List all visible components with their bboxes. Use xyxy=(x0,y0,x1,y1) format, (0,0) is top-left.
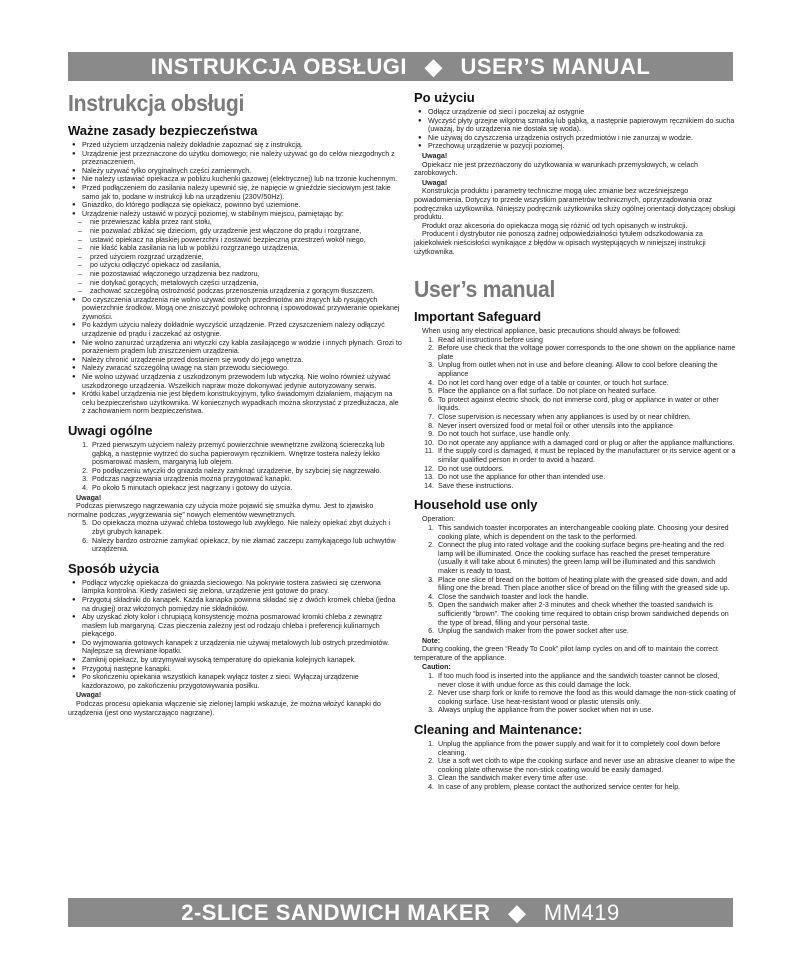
polish-column xyxy=(68,90,404,717)
list-item: 4. Close the sandwich toaster and lock the handle. xyxy=(436,593,736,602)
list-item: ● Krótki kabel urządzenia nie jest błędem konstrukcyjnym, tylko świadomym działaniem, mającym na celu bezpieczeństwo użytkownika. W koniecznych wypadkach można skorzystać z przedłużacza, ale z zachowaniem norm bezpieczeństwa. xyxy=(68,390,404,416)
list-item: ● Po każdym użyciu należy dokładnie wyczyścić urządzenie. Przed czyszczeniem należy odłączyć urządzenie od prądu i zaczekać aż ostygnie. xyxy=(68,321,404,338)
list-item: ● Przed użyciem urządzenia należy dokładnie zapoznać się z instrukcją. xyxy=(68,141,404,150)
list-item: ● Odłącz urządzenie od sieci i poczekaj aż ostygnie xyxy=(414,108,736,117)
list-item: ● Należy używać tylko oryginalnych części zamiennych. xyxy=(68,167,404,176)
pl-placement-list xyxy=(68,218,404,295)
list-item: 10. Do not operate any appliance with a damaged cord or plug or after the appliance malfunctions. xyxy=(436,439,736,448)
en-operation-label: Operation: xyxy=(422,515,456,524)
list-item: ● Przechowuj urządzenie w pozycji poziomej. xyxy=(414,142,736,151)
pl-after-note2: Konstrukcja produktu i parametry techniczne mogą ulec zmianie bez wcześniejszego powiadomienia. Dotyczy to przede wszystkim parametrów technicznych, oprzyrządowania oraz podręcznika użytkownika. Niniejszy podręcznik użytkownika służy ogólnej orientacji dotyczącej obsługi produktu. xyxy=(414,187,736,222)
list-item: 2. Use a soft wet cloth to wipe the cooking surface and never use an abrasive cleaner to wipe the cooking plate otherwise the non-stick coating would be easily damaged. xyxy=(436,757,736,774)
pl-safety-heading: Ważne zasady bezpieczeństwa xyxy=(68,123,258,138)
pl-general-list-2 xyxy=(68,519,404,553)
list-item: – ustawić opiekacz na płaskiej powierzchni i zostawić bezpieczną przestrzeń wokół niego, xyxy=(68,236,404,245)
list-item: 12. Do not use outdoors. xyxy=(436,465,736,474)
list-item: 6. Należy bardzo ostrożnie zamykać opiekacz, by nie złamać zaczepu zamykającego lub uchwytów urządzenia. xyxy=(90,537,404,554)
list-item: – nie dotykać gorących, metalowych części urządzenia, xyxy=(68,279,404,288)
en-note: During cooking, the green “Ready To Cook” pilot lamp cycles on and off to maintain the correct temperature of the appliance. xyxy=(414,645,718,662)
list-item: – przed użyciem rozgrzać urządzenie, xyxy=(68,253,404,262)
diamond-icon: ◆ xyxy=(508,899,526,925)
en-caution-list xyxy=(414,672,736,715)
list-item: 13. Do not use the appliance for other than intended use. xyxy=(436,473,736,482)
list-item: – nie pozostawiać włączonego urządzenia bez nadzoru, xyxy=(68,270,404,279)
list-item: 1. Read all instructions before using xyxy=(436,336,736,345)
list-item: 3. Place one slice of bread on the bottom of heating plate with the greased side down, and add filling one the bread. Then place another slice of bread on the filling with the greased side up. xyxy=(436,576,736,593)
product-name: 2-SLICE SANDWICH MAKER xyxy=(181,899,491,925)
list-item: ● Podłącz wtyczkę opiekacza do gniazda sieciowego. Na pokrywie tostera zaświeci się czerwona lampka kontrolna. Kiedy zaświeci się zielona, urządzenie jest gotowe do pracy. xyxy=(68,579,404,596)
list-item: 9. Do not touch hot surface, use handle only. xyxy=(436,430,736,439)
en-safeguard-list xyxy=(414,336,736,491)
list-item: ● Nie wolno zanurzać urządzenia ani wtyczki czy kabla zasilającego w wodzie i innych płynach. Grozi to porażeniem prądem lub zniszczeniem urządzenia. xyxy=(68,339,404,356)
list-item: ● Należy chronić urządzenie przed dostaniem się wody do jego wnętrza. xyxy=(68,356,404,365)
pl-after-note3: Produkt oraz akcesoria do opiekacza mogą się różnić od tych opisanych w instrukcji. xyxy=(422,221,688,230)
list-item: 5. Do opiekacza można używać chleba tostowego lub zwykłego. Nie należy opiekać zbyt dużych i zbyt grubych kanapek. xyxy=(90,519,404,536)
list-item: ● Do wyjmowania gotowych kanapek z urządzenia nie używaj metalowych lub ostrych przedmiotów. Najlepsze są drewniane łopatki. xyxy=(68,639,404,656)
list-item: 2. Connect the plug into rated voltage and the cooking surface begins pre-heating and the red lamp will be illuminated. Once the cooking surface has reached the preset temperature (usually it will take about 6 minutes) the green lamp will be illuminated and this sandwich maker is ready to toast. xyxy=(436,541,736,575)
list-item: 4. In case of any problem, please contact the authorized service center for help. xyxy=(436,783,736,792)
en-safeguard-heading: Important Safeguard xyxy=(414,309,542,325)
en-household-heading: Household use only xyxy=(414,497,538,513)
en-caution-label: Caution: xyxy=(422,663,451,672)
list-item: ● Przygotuj następne kanapki. xyxy=(68,665,404,674)
list-item: ● Urządzenie jest przeznaczone do użytku domowego; nie należy używać go do celów niezgodnych z przeznaczeniem. xyxy=(68,150,404,167)
pl-safety-list-2 xyxy=(68,296,404,416)
list-item: ● Nie używaj do czyszczenia urządzenia ostrych przedmiotów i nie zanurzaj w wodzie. xyxy=(414,134,736,143)
list-item: ● Gniazdko, do którego podłącza się opiekacz, powinno być uziemione. xyxy=(68,201,404,210)
list-item: 6. To protect against electric shock, do not immerse cord, plug or appliance in water or other liquids. xyxy=(436,396,736,413)
list-item: 5. Open the sandwich maker after 2-3 minutes and check whether the toasted sandwich is sufficiently “brown”. The cooking time required to obtain crisp brown sandwiched depends on the type of bread, filling and your personal taste. xyxy=(436,601,736,627)
list-item: 3. Podczas nagrzewania urządzenia można przygotować kanapki. xyxy=(90,475,404,484)
list-item: 1. This sandwich toaster incorporates an interchangeable cooking plate. Choosing your desired cooking plate, which is dependent on the task to the performed. xyxy=(436,524,736,541)
list-item: ● Do czyszczenia urządzenia nie wolno używać ostrych przedmiotów ani żrących lub rysujących powierzchnie środków. Mogą one zniszczyć powłokę ochronną i spowodować przywieranie opiekanej żywności. xyxy=(68,296,404,322)
list-item: 8. Never insert oversized food or metal foil or other utensils into the appliance xyxy=(436,422,736,431)
pl-after-note4: Producent i dystrybutor nie ponoszą żadnej odpowiedzialności tytułem odszkodowania za jakiekolwiek nieścisłości wynikające z błędów w opisach występujących w niniejszej instrukcji użytkownika. xyxy=(414,230,706,256)
header-banner xyxy=(68,52,733,81)
list-item: 3. Unplug from outlet when not in use and before cleaning. Allow to cool before cleaning the appliance xyxy=(436,361,736,378)
list-item: ● Przygotuj składniki do kanapek. Każda kanapka powinna składać się z dwóch kromek chleba (jedna na drugiej) oraz włożonych pomiędzy nie składników. xyxy=(68,596,404,613)
list-item: 2. Before use check that the voltage power corresponds to the one shown on the appliance name plate xyxy=(436,344,736,361)
footer-banner xyxy=(68,898,733,927)
list-item: 3. Always unplug the appliance from the power socket when not in use. xyxy=(436,706,736,715)
list-item: 5. Place the appliance on a flat surface. Do not place on heated surface. xyxy=(436,387,736,396)
en-operation-list xyxy=(414,524,736,636)
list-item: ● Przed podłączeniem do zasilania należy upewnić się, że napięcie w gnieździe sieciowym jest takie samo jak to, podane w instrukcji lub na urządzeniu (230V/50Hz). xyxy=(68,184,404,201)
list-item: – nie pozwalać zbliżać się dzieciom, gdy urządzenie jest włączone do prądu i rozgrzane, xyxy=(68,227,404,236)
list-item: 2. Po podłączeniu wtyczki do gniazda należy zamknąć urządzenie, by szybciej się nagrzewało. xyxy=(90,467,404,476)
list-item: 7. Close supervision is necessary when any appliances is used by or near children. xyxy=(436,413,736,422)
pl-after-heading: Po użyciu xyxy=(414,90,475,105)
pl-after-note2-label: Uwaga! xyxy=(422,178,448,187)
list-item: ● Nie należy ustawiać opiekacza w pobliżu kuchenki gazowej (elektrycznej) lub na trzonie kuchennym. xyxy=(68,175,404,184)
list-item: ● Zamknij opiekacz, by utrzymywał wysoką temperaturę do opiekania kolejnych kanapek. xyxy=(68,656,404,665)
banner-title-pl: INSTRUKCJA OBSŁUGI xyxy=(150,53,408,79)
en-note-label: Note: xyxy=(422,636,441,645)
pl-title: Instrukcja obsługi xyxy=(68,90,245,116)
pl-general-list xyxy=(68,441,404,493)
list-item: 4. Do not let cord hang over edge of a table or counter, or touch hot surface. xyxy=(436,379,736,388)
pl-safety-list xyxy=(68,141,404,218)
pl-general-heading: Uwagi ogólne xyxy=(68,423,153,438)
pl-after-list xyxy=(414,108,736,151)
en-title: User’s manual xyxy=(414,276,556,303)
list-item: – po użyciu odłączyć opiekacz od zasilania, xyxy=(68,261,404,270)
list-item: ● Nie wolno używać urządzenia z uszkodzonym przewodem lub wtyczką. Nie wolno również używać uszkodzonego urządzenia. Wszelkich napraw może dokonywać jedynie autoryzowany serwis. xyxy=(68,373,404,390)
list-item: 2. Never use sharp fork or knife to remove the food as this would damage the non-stick coating of cooking surface. Use heat-resistant wood or plastic utensils only. xyxy=(436,689,736,706)
pl-usage-note-label: Uwaga! xyxy=(76,691,102,700)
banner-title-en: USER’S MANUAL xyxy=(460,53,651,79)
list-item: – nie kłaść kabla zasilania na lub w pobliżu rozgrzanego urządzenia, xyxy=(68,244,404,253)
pl-general-note-label: Uwaga! xyxy=(76,493,102,502)
en-safeguard-intro: When using any electrical appliance, basic precautions should always be followed: xyxy=(422,327,681,336)
list-item: 1. Przed pierwszym użyciem należy przemyć powierzchnie wewnętrzne zwilżoną ściereczką lub gąbką, a następnie wytrzeć do sucha papierowym ręcznikiem. Wnętrze tostera należy lekko posmarować masłem, margaryną lub olejem. xyxy=(90,441,404,467)
list-item: 3. Clean the sandwich maker every time after use. xyxy=(436,774,736,783)
pl-usage-note: Podczas procesu opiekania włączenie się zielonej lampki wskazuje, że można włożyć kanapki do urządzenia (jest ono wystarczająco nagrzane). xyxy=(68,700,381,717)
en-cleaning-list xyxy=(414,740,736,792)
list-item: 1. Unplug the appliance from the power supply and wait for it to completely cool down before cleaning. xyxy=(436,740,736,757)
model-number: MM419 xyxy=(543,899,620,925)
list-item: 14. Save these instructions. xyxy=(436,482,736,491)
list-item: 11. If the supply cord is damaged, it must be replaced by the manufacturer or its service agent or a similar qualified person in order to avoid a hazard. xyxy=(436,447,736,464)
list-item: ● Wyczyść płyty grzejne wilgotną szmatką lub gąbką, a następnie papierowym ręcznikiem do sucha (uważaj, by do urządzenia nie dostała się woda). xyxy=(414,117,736,134)
list-item: ● Należy zwracać szczególną uwagę na stan przewodu sieciowego. xyxy=(68,364,404,373)
list-item: 6. Unplug the sandwich maker from the power socket after use. xyxy=(436,627,736,636)
english-column xyxy=(414,90,736,792)
diamond-icon: ◆ xyxy=(425,53,443,79)
list-item: – zachować szczególną ostrożność podczas przenoszenia urządzenia z gorącym tłuszczem. xyxy=(68,287,404,296)
list-item: ● Urządzenie należy ustawić w pozycji poziomej, w stabilnym miejscu, pamiętając by: xyxy=(68,210,404,219)
list-item: 1. If too much food is inserted into the appliance and the sandwich toaster cannot be closed, never close it with undue force as this could damage the lock. xyxy=(436,672,736,689)
list-item: – nie przewieszać kabla przez rant stołu, xyxy=(68,218,404,227)
list-item: ● Aby uzyskać złoty kolor i chrupiącą konsystencję można posmarować kromki chleba z zewnątrz masłem lub margaryną. Czas pieczenia zależny jest od rodzaju chleba i preferencji kulinarnych piekącego. xyxy=(68,613,404,639)
list-item: ● Po skończeniu opiekania wszystkich kanapek wyłącz toster z sieci. Wyłączaj urządzenie każdorazowo, po zakończeniu przygotowywania posiłku. xyxy=(68,673,404,690)
pl-usage-heading: Sposób użycia xyxy=(68,560,160,576)
pl-general-note: Podczas pierwszego nagrzewania czy użycia może pojawić się smużka dymu. Jest to zjawisko normalne podczas „wygrzewania się” nowych elementów wewnętrznych. xyxy=(68,502,374,519)
list-item: 4. Po około 5 minutach opiekacz jest nagrzany i gotowy do użycia. xyxy=(90,484,404,493)
pl-after-note1: Opiekacz nie jest przeznaczony do użytkowania w warunkach przemysłowych, w celach zarobkowych. xyxy=(414,160,698,178)
pl-usage-list xyxy=(68,579,404,691)
pl-after-note1-label: Uwaga! xyxy=(422,151,448,160)
en-cleaning-heading: Cleaning and Maintenance: xyxy=(414,722,583,738)
